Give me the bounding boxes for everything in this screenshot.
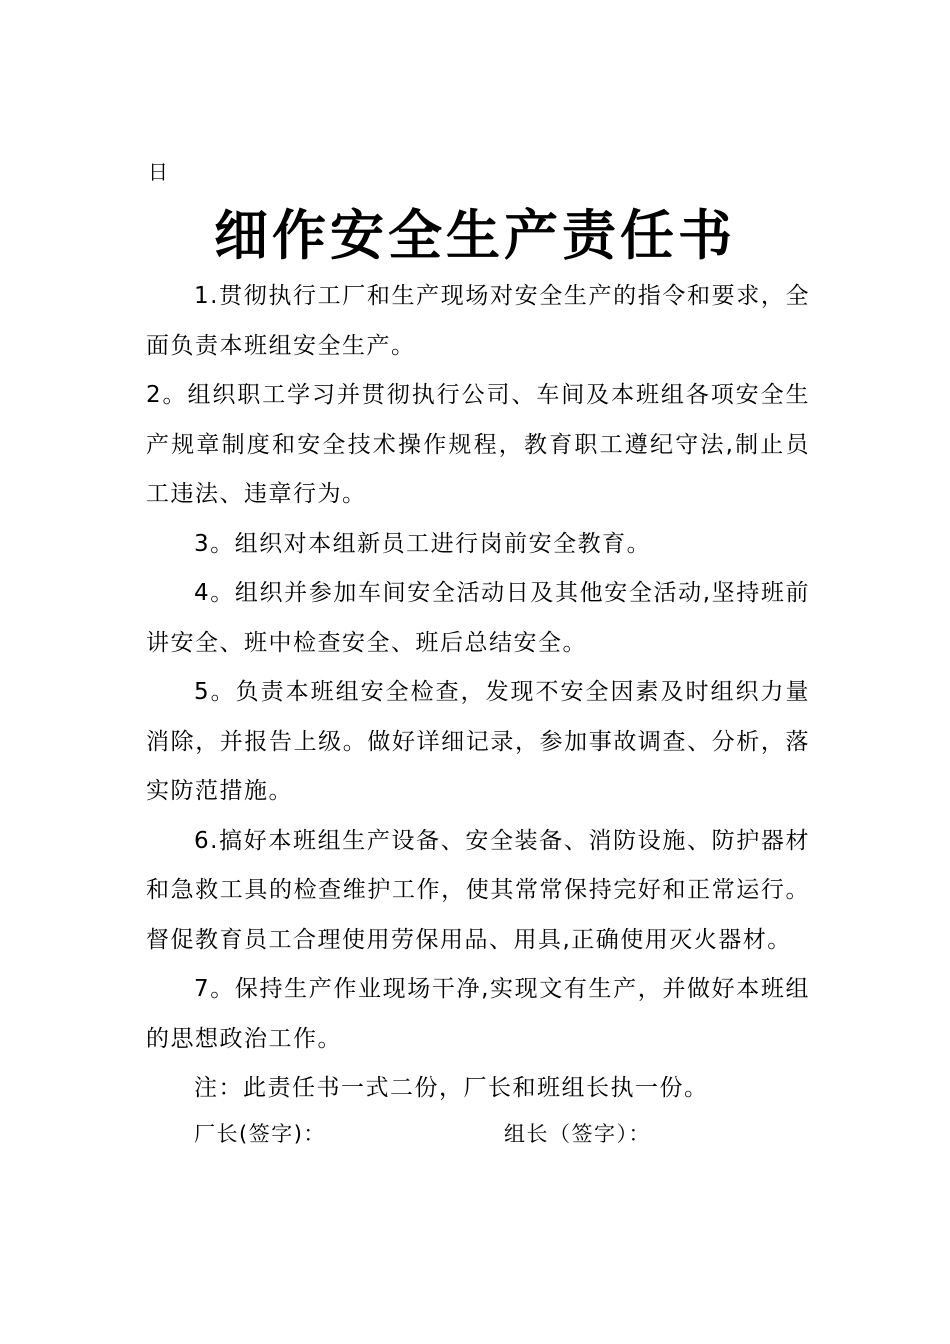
clause-6: 6.搞好本班组生产设备、安全装备、消防设施、防护器材和急救工具的检查维护工作，使其常常保持完好和正常运行。督促教育员工合理使用劳保用品、用具,正确使用灭火器材。: [146, 827, 810, 953]
clause-1: 1.贯彻执行工厂和生产现场对安全生产的指令和要求，全面负责本班组安全生产。: [146, 283, 810, 359]
document-body: [146, 272, 810, 1154]
signature-row: [146, 1114, 810, 1154]
clause-5: 5。负责本班组安全检查，发现不安全因素及时组织力量消除，并报告上级。做好详细记录，参加事故调查、分析，落实防范措施。: [146, 679, 810, 804]
header-mark: 日: [148, 160, 168, 184]
clause-4: 4。组织并参加车间安全活动日及其他安全活动,坚持班前讲安全、班中检查安全、班后总结安全。: [146, 580, 810, 656]
team-leader-signature-label: 组长（签字）：: [504, 1121, 651, 1146]
clause-2: 2。组织职工学习并贯彻执行公司、车间及本班组各项安全生产规章制度和安全技术操作规程，教育职工遵纪守法,制止员工违法、违章行为。: [146, 382, 810, 507]
note-text: 注：此责任书一式二份，厂长和班组长执一份。: [194, 1075, 709, 1101]
clause-7: 7。保持生产作业现场干净,实现文有生产，并做好本班组的思想政治工作。: [146, 976, 810, 1052]
document-title: 细作安全生产责任书: [214, 203, 736, 267]
clause-3: 3。组织对本组新员工进行岗前安全教育。: [194, 530, 652, 557]
factory-director-signature-label: 厂长(签字)：: [194, 1121, 326, 1146]
